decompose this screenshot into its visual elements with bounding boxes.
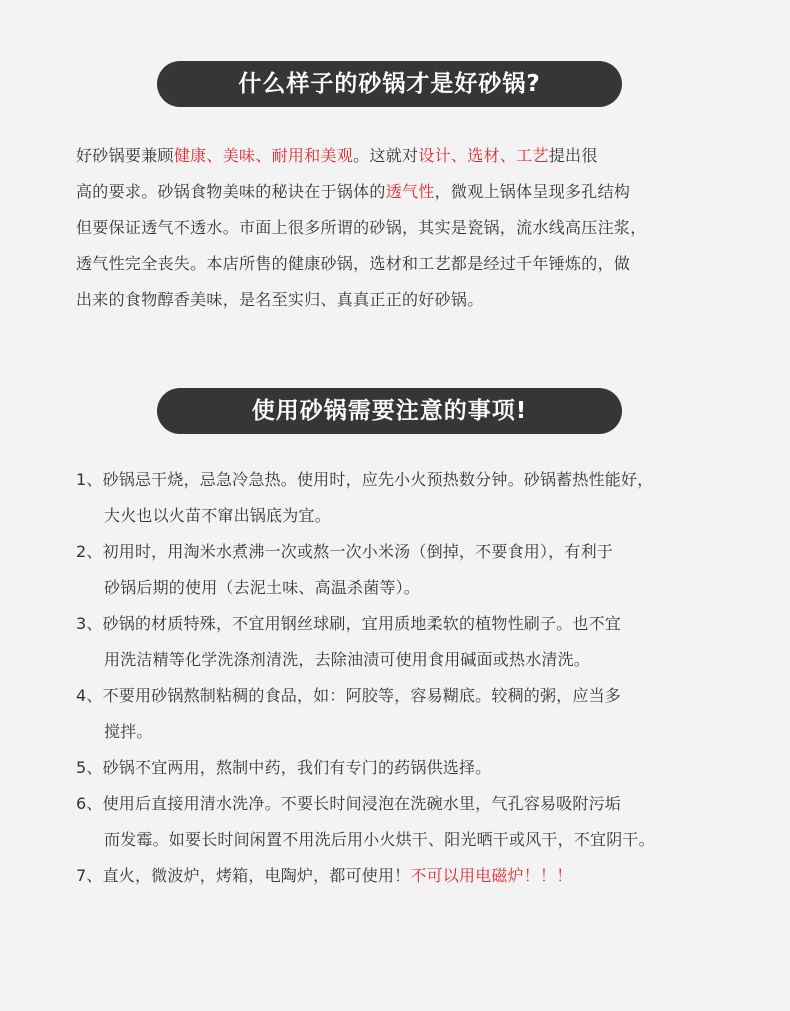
precaution-text-cont: 用洗洁精等化学洗涤剂清洗，去除油渍可使用食用碱面或热水清洗。 (104, 650, 591, 669)
intro-line-5: 出来的食物醇香美味，是名至实归、真真正正的好砂锅。 (76, 290, 484, 309)
intro-line-3: 但要保证透气不透水。市面上很多所谓的砂锅，其实是瓷锅，流水线高压注浆， (76, 218, 647, 237)
highlight-qualities: 健康、美味、耐用和美观 (173, 146, 354, 165)
intro-line-2 (76, 174, 726, 210)
intro-text: 提出很 (548, 146, 598, 165)
precaution-text-cont: 而发霉。如要长时间闲置不用洗后用小火烘干、阳光晒干或风干，不宜阴干。 (104, 830, 655, 849)
precaution-item-1 (76, 462, 766, 534)
intro-text: 高的要求。砂锅食物美味的秘诀在于锅体的 (76, 182, 386, 201)
precaution-text: 7、直火，微波炉，烤箱，电陶炉，都可使用！ (76, 866, 411, 885)
precaution-item-6 (76, 786, 766, 858)
precaution-line (76, 858, 766, 894)
precaution-item-3 (76, 606, 766, 678)
induction-warning: 不可以用电磁炉！！！ (410, 866, 573, 885)
intro-paragraph (76, 138, 726, 318)
intro-line-1 (76, 138, 726, 174)
precaution-text: 2、初用时，用淘米水煮沸一次或熬一次小米汤（倒掉，不要食用），有利于 (76, 542, 613, 561)
section-title-good-pot: 什么样子的砂锅才是好砂锅? (157, 61, 622, 107)
precaution-text-cont: 砂锅后期的使用（去泥土味、高温杀菌等）。 (104, 578, 421, 597)
precaution-text-cont: 大火也以火苗不窜出锅底为宜。 (104, 506, 331, 525)
precaution-item-7 (76, 858, 766, 894)
highlight-breathability: 透气性 (385, 182, 435, 201)
intro-line-4: 透气性完全丧失。本店所售的健康砂锅，选材和工艺都是经过千年锤炼的，做 (76, 254, 631, 273)
precaution-text: 4、不要用砂锅熬制粘稠的食品，如：阿胶等，容易糊底。较稠的粥，应当多 (76, 686, 621, 705)
intro-text: 好砂锅要兼顾 (76, 146, 174, 165)
precaution-text: 1、砂锅忌干烧，忌急冷急热。使用时，应先小火预热数分钟。砂锅蓄热性能好， (76, 470, 654, 489)
precaution-item-5 (76, 750, 766, 786)
highlight-process: 设计、选材、工艺 (418, 146, 549, 165)
intro-text: 。这就对 (353, 146, 419, 165)
precaution-text: 3、砂锅的材质特殊，不宜用钢丝球刷，宜用质地柔软的植物性刷子。也不宜 (76, 614, 621, 633)
intro-text: ，微观上锅体呈现多孔结构 (434, 182, 631, 201)
precaution-item-4 (76, 678, 766, 750)
precaution-text: 6、使用后直接用清水洗净。不要长时间浸泡在洗碗水里，气孔容易吸附污垢 (76, 794, 621, 813)
precaution-text-cont: 搅拌。 (104, 722, 153, 741)
section-title-precautions: 使用砂锅需要注意的事项! (157, 388, 622, 434)
precaution-item-2 (76, 534, 766, 606)
precautions-list (76, 462, 766, 894)
precaution-text: 5、砂锅不宜两用，熬制中药，我们有专门的药锅供选择。 (76, 758, 492, 777)
